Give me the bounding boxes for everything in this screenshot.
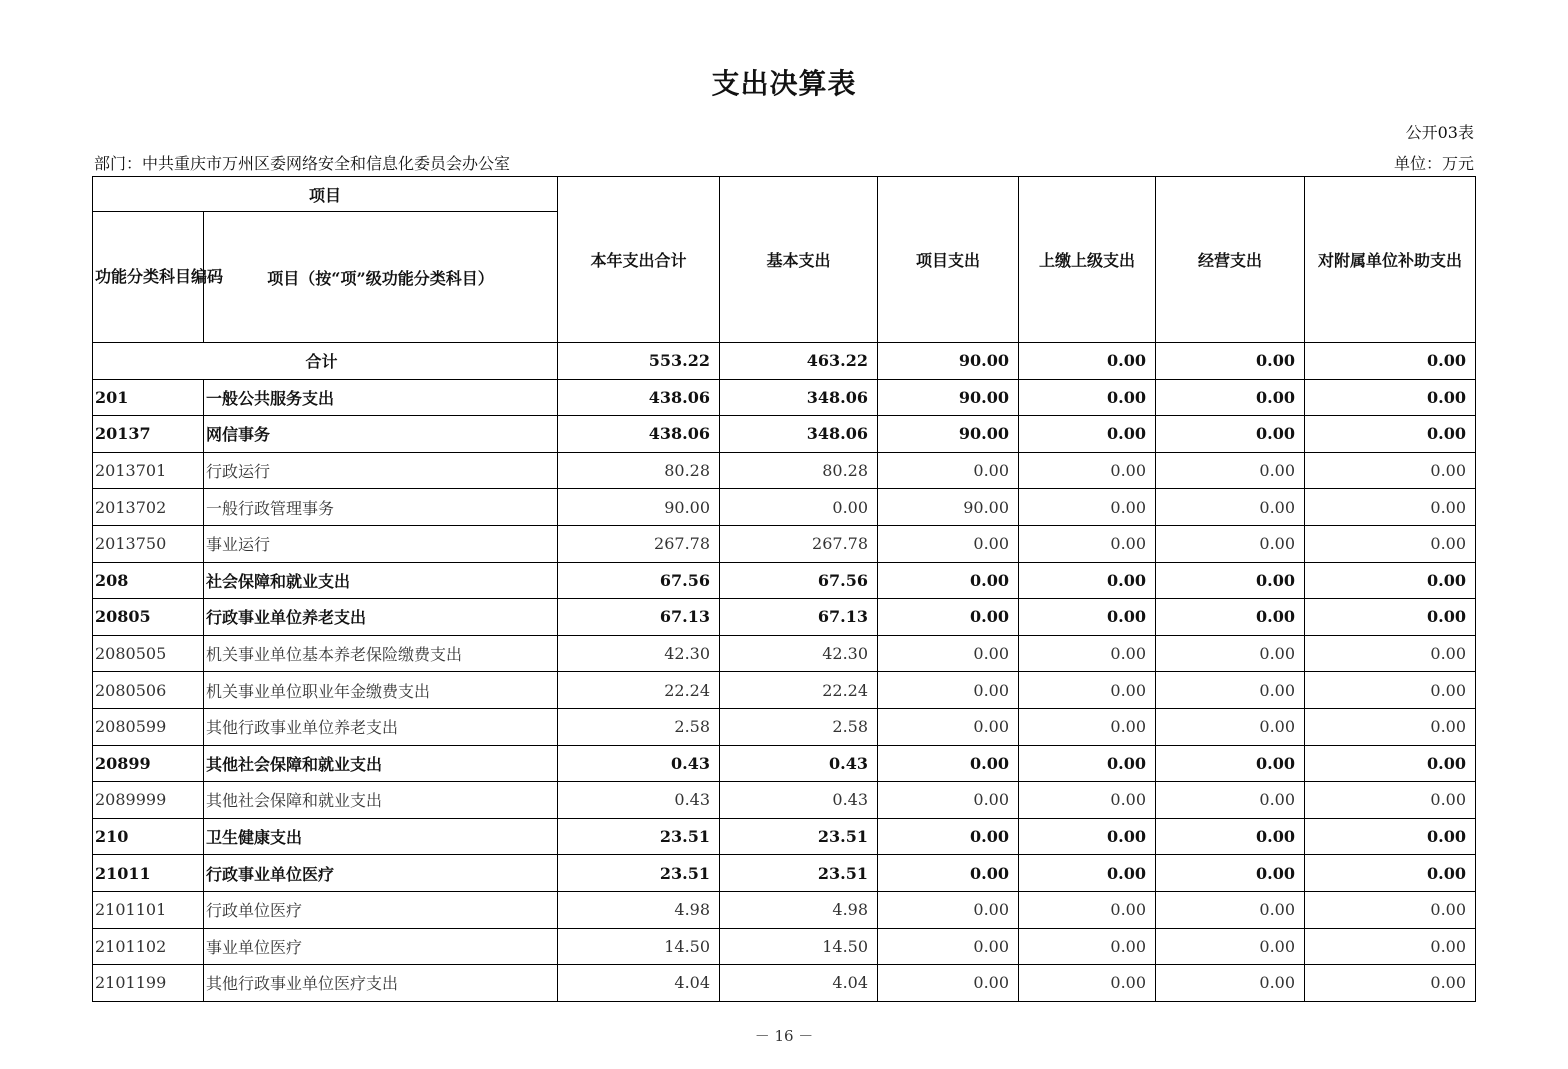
row-code: 201 bbox=[93, 379, 204, 416]
row-value: 80.28 bbox=[558, 452, 720, 489]
row-value: 0.00 bbox=[1019, 965, 1156, 1002]
row-value: 4.04 bbox=[720, 965, 878, 1002]
row-value: 0.00 bbox=[1305, 416, 1476, 453]
row-value: 0.00 bbox=[1019, 855, 1156, 892]
row-value: 0.00 bbox=[1019, 928, 1156, 965]
row-value: 90.00 bbox=[878, 489, 1019, 526]
row-name: 行政事业单位医疗 bbox=[204, 855, 558, 892]
table-row bbox=[93, 379, 1476, 416]
department-label: 部门：中共重庆市万州区委网络安全和信息化委员会办公室 bbox=[94, 154, 511, 173]
row-value: 90.00 bbox=[878, 416, 1019, 453]
row-value: 23.51 bbox=[720, 855, 878, 892]
row-value: 0.00 bbox=[1019, 489, 1156, 526]
row-value: 0.00 bbox=[1019, 708, 1156, 745]
row-code: 20899 bbox=[93, 745, 204, 782]
row-value: 0.00 bbox=[1019, 672, 1156, 709]
row-code: 2101101 bbox=[93, 891, 204, 928]
unit-label: 单位：万元 bbox=[1393, 154, 1474, 173]
row-value: 0.00 bbox=[878, 891, 1019, 928]
row-value: 67.56 bbox=[558, 562, 720, 599]
row-value: 0.43 bbox=[720, 745, 878, 782]
row-value: 348.06 bbox=[720, 416, 878, 453]
row-value: 0.00 bbox=[1019, 452, 1156, 489]
row-value: 14.50 bbox=[720, 928, 878, 965]
row-value: 67.13 bbox=[558, 599, 720, 636]
row-value: 0.00 bbox=[1305, 452, 1476, 489]
total-cell: 0.00 bbox=[1156, 343, 1305, 380]
row-value: 0.00 bbox=[1019, 782, 1156, 819]
table-row bbox=[93, 818, 1476, 855]
row-value: 0.00 bbox=[878, 855, 1019, 892]
header-row-1 bbox=[93, 177, 1476, 212]
row-code: 2080599 bbox=[93, 708, 204, 745]
row-value: 67.13 bbox=[720, 599, 878, 636]
row-name: 机关事业单位基本养老保险缴费支出 bbox=[204, 635, 558, 672]
row-value: 0.00 bbox=[878, 635, 1019, 672]
row-value: 0.00 bbox=[1019, 635, 1156, 672]
row-name: 一般行政管理事务 bbox=[204, 489, 558, 526]
table-row bbox=[93, 965, 1476, 1002]
row-value: 2.58 bbox=[558, 708, 720, 745]
row-code: 2013701 bbox=[93, 452, 204, 489]
row-value: 0.00 bbox=[1305, 672, 1476, 709]
row-name: 事业运行 bbox=[204, 525, 558, 562]
row-value: 0.00 bbox=[878, 745, 1019, 782]
row-value: 23.51 bbox=[558, 818, 720, 855]
row-value: 80.28 bbox=[720, 452, 878, 489]
row-value: 0.00 bbox=[1156, 745, 1305, 782]
table-row bbox=[93, 745, 1476, 782]
form-number: 公开03表 bbox=[1405, 123, 1474, 142]
row-value: 0.00 bbox=[1156, 855, 1305, 892]
row-value: 0.00 bbox=[1305, 891, 1476, 928]
row-value: 0.00 bbox=[1019, 562, 1156, 599]
row-value: 0.00 bbox=[1019, 818, 1156, 855]
row-value: 0.00 bbox=[878, 965, 1019, 1002]
row-value: 0.00 bbox=[1156, 818, 1305, 855]
row-value: 0.00 bbox=[1305, 489, 1476, 526]
row-name: 行政单位医疗 bbox=[204, 891, 558, 928]
expenditure-table bbox=[92, 176, 1476, 1002]
row-value: 22.24 bbox=[720, 672, 878, 709]
row-value: 0.43 bbox=[558, 745, 720, 782]
row-value: 0.00 bbox=[1156, 452, 1305, 489]
row-value: 0.00 bbox=[878, 452, 1019, 489]
row-name: 其他社会保障和就业支出 bbox=[204, 782, 558, 819]
table-row bbox=[93, 928, 1476, 965]
row-code: 2101102 bbox=[93, 928, 204, 965]
header-subsidy: 对附属单位补助支出 bbox=[1305, 177, 1476, 343]
table-row bbox=[93, 891, 1476, 928]
row-value: 438.06 bbox=[558, 379, 720, 416]
row-value: 0.00 bbox=[1156, 708, 1305, 745]
header-code: 功能分类科目编码 bbox=[93, 212, 204, 343]
row-value: 90.00 bbox=[878, 379, 1019, 416]
row-value: 42.30 bbox=[558, 635, 720, 672]
table-row bbox=[93, 708, 1476, 745]
row-value: 0.00 bbox=[1019, 891, 1156, 928]
total-cell: 463.22 bbox=[720, 343, 878, 380]
header-operating: 经营支出 bbox=[1156, 177, 1305, 343]
row-code: 21011 bbox=[93, 855, 204, 892]
row-value: 0.00 bbox=[1305, 818, 1476, 855]
row-value: 0.00 bbox=[1305, 855, 1476, 892]
row-value: 4.04 bbox=[558, 965, 720, 1002]
row-value: 0.00 bbox=[1156, 599, 1305, 636]
row-name: 其他社会保障和就业支出 bbox=[204, 745, 558, 782]
row-value: 0.00 bbox=[878, 672, 1019, 709]
row-value: 348.06 bbox=[720, 379, 878, 416]
total-cell: 0.00 bbox=[1019, 343, 1156, 380]
row-value: 0.00 bbox=[1019, 416, 1156, 453]
row-value: 0.00 bbox=[1156, 891, 1305, 928]
row-name: 一般公共服务支出 bbox=[204, 379, 558, 416]
total-label: 合计 bbox=[93, 343, 558, 380]
row-value: 0.00 bbox=[878, 599, 1019, 636]
row-value: 22.24 bbox=[558, 672, 720, 709]
header-item: 项目（按“项”级功能分类科目） bbox=[204, 212, 558, 343]
row-code: 2013702 bbox=[93, 489, 204, 526]
row-code: 20805 bbox=[93, 599, 204, 636]
total-cell: 553.22 bbox=[558, 343, 720, 380]
row-value: 4.98 bbox=[558, 891, 720, 928]
row-value: 0.00 bbox=[1305, 965, 1476, 1002]
row-value: 0.00 bbox=[1305, 708, 1476, 745]
row-code: 20137 bbox=[93, 416, 204, 453]
row-value: 0.00 bbox=[1305, 928, 1476, 965]
row-value: 23.51 bbox=[558, 855, 720, 892]
row-value: 0.00 bbox=[1019, 379, 1156, 416]
page-number: － 16 － bbox=[754, 1027, 814, 1045]
table-row bbox=[93, 489, 1476, 526]
row-name: 网信事务 bbox=[204, 416, 558, 453]
table-row bbox=[93, 855, 1476, 892]
header-basic: 基本支出 bbox=[720, 177, 878, 343]
row-value: 0.00 bbox=[720, 489, 878, 526]
row-value: 0.43 bbox=[720, 782, 878, 819]
row-value: 0.00 bbox=[878, 782, 1019, 819]
row-value: 0.00 bbox=[1156, 562, 1305, 599]
row-value: 0.00 bbox=[1156, 782, 1305, 819]
row-value: 0.00 bbox=[1305, 635, 1476, 672]
row-value: 0.00 bbox=[1156, 928, 1305, 965]
row-value: 0.00 bbox=[1156, 525, 1305, 562]
row-value: 0.00 bbox=[1305, 782, 1476, 819]
row-value: 0.00 bbox=[1305, 525, 1476, 562]
row-value: 267.78 bbox=[720, 525, 878, 562]
header-upper-level: 上缴上级支出 bbox=[1019, 177, 1156, 343]
row-value: 4.98 bbox=[720, 891, 878, 928]
table-row bbox=[93, 562, 1476, 599]
row-name: 机关事业单位职业年金缴费支出 bbox=[204, 672, 558, 709]
row-value: 0.43 bbox=[558, 782, 720, 819]
row-value: 0.00 bbox=[1019, 745, 1156, 782]
row-value: 0.00 bbox=[1305, 599, 1476, 636]
row-name: 行政事业单位养老支出 bbox=[204, 599, 558, 636]
row-code: 2080506 bbox=[93, 672, 204, 709]
table-row bbox=[93, 672, 1476, 709]
row-value: 0.00 bbox=[878, 708, 1019, 745]
table-row bbox=[93, 452, 1476, 489]
row-name: 其他行政事业单位医疗支出 bbox=[204, 965, 558, 1002]
row-value: 0.00 bbox=[1156, 416, 1305, 453]
row-value: 0.00 bbox=[878, 818, 1019, 855]
row-code: 208 bbox=[93, 562, 204, 599]
row-name: 卫生健康支出 bbox=[204, 818, 558, 855]
row-name: 其他行政事业单位养老支出 bbox=[204, 708, 558, 745]
table-row bbox=[93, 782, 1476, 819]
row-code: 2013750 bbox=[93, 525, 204, 562]
row-value: 0.00 bbox=[1305, 562, 1476, 599]
table-row bbox=[93, 525, 1476, 562]
row-value: 267.78 bbox=[558, 525, 720, 562]
row-code: 2080505 bbox=[93, 635, 204, 672]
total-cell: 90.00 bbox=[878, 343, 1019, 380]
row-value: 23.51 bbox=[720, 818, 878, 855]
row-name: 社会保障和就业支出 bbox=[204, 562, 558, 599]
row-value: 14.50 bbox=[558, 928, 720, 965]
row-value: 0.00 bbox=[1019, 599, 1156, 636]
total-row bbox=[93, 343, 1476, 380]
row-name: 行政运行 bbox=[204, 452, 558, 489]
row-value: 0.00 bbox=[1019, 525, 1156, 562]
header-total: 本年支出合计 bbox=[558, 177, 720, 343]
row-code: 2101199 bbox=[93, 965, 204, 1002]
row-code: 210 bbox=[93, 818, 204, 855]
page-title: 支出决算表 bbox=[711, 67, 857, 100]
row-value: 90.00 bbox=[558, 489, 720, 526]
row-value: 42.30 bbox=[720, 635, 878, 672]
row-value: 2.58 bbox=[720, 708, 878, 745]
row-name: 事业单位医疗 bbox=[204, 928, 558, 965]
row-value: 67.56 bbox=[720, 562, 878, 599]
row-value: 0.00 bbox=[1156, 635, 1305, 672]
row-value: 0.00 bbox=[878, 562, 1019, 599]
header-project: 项目 bbox=[93, 177, 558, 212]
row-value: 0.00 bbox=[1156, 379, 1305, 416]
row-value: 0.00 bbox=[1156, 489, 1305, 526]
table-row bbox=[93, 599, 1476, 636]
row-value: 0.00 bbox=[1156, 965, 1305, 1002]
row-value: 0.00 bbox=[878, 928, 1019, 965]
table-row bbox=[93, 416, 1476, 453]
row-value: 438.06 bbox=[558, 416, 720, 453]
header-project-expense: 项目支出 bbox=[878, 177, 1019, 343]
table-row bbox=[93, 635, 1476, 672]
row-code: 2089999 bbox=[93, 782, 204, 819]
row-value: 0.00 bbox=[1305, 379, 1476, 416]
row-value: 0.00 bbox=[878, 525, 1019, 562]
row-value: 0.00 bbox=[1305, 745, 1476, 782]
row-value: 0.00 bbox=[1156, 672, 1305, 709]
total-cell: 0.00 bbox=[1305, 343, 1476, 380]
